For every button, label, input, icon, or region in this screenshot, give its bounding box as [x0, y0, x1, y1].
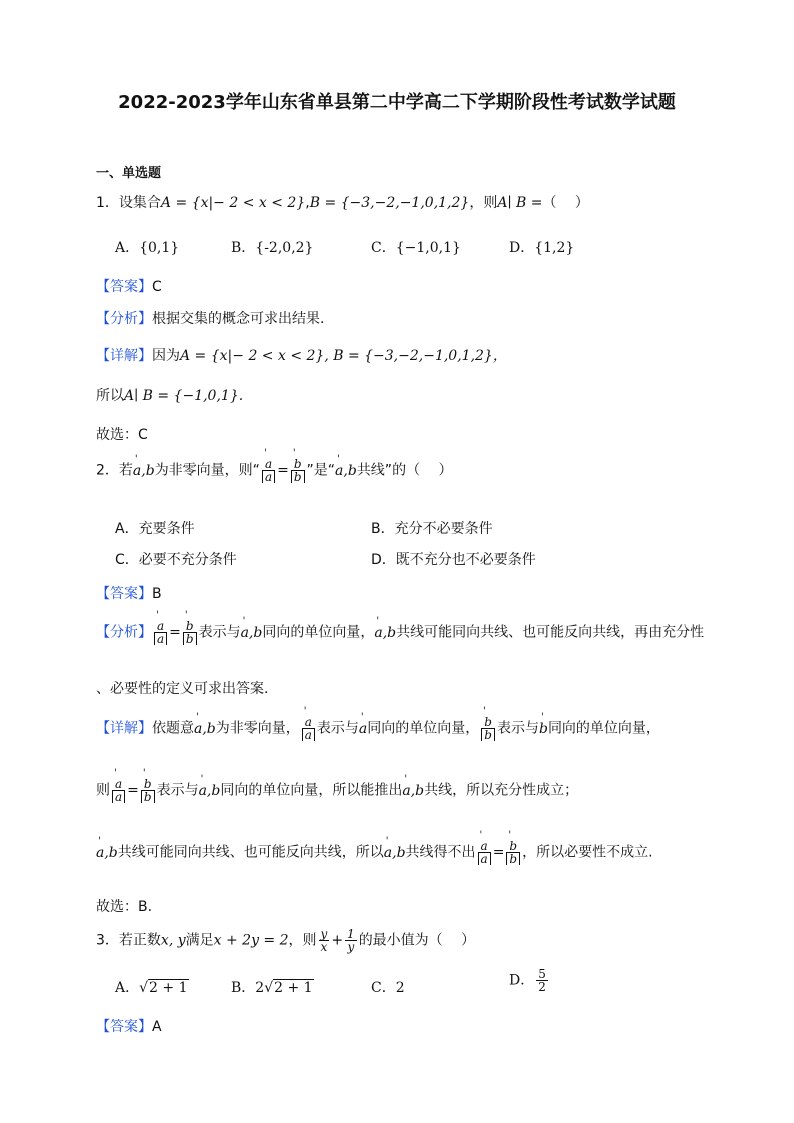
q1-detail: 【详解】因为A = {x|− 2 < x < 2}, B = {−3,−2,−1,0,1,2}， [96, 348, 507, 364]
q3-option-a: A．√2 + 1 [115, 980, 188, 996]
q1-option-b: B．{-2,0,2} [231, 240, 314, 256]
unit-vector-a-fraction: ' $\frac{a}{a}$ [262, 458, 275, 483]
q3-option-c: C．2 [371, 980, 405, 996]
q3-option-d: D． $\frac{5}{2}$ [509, 967, 546, 994]
q2-option-b: B．充分不必要条件 [371, 521, 493, 537]
q2-option-a: A．充要条件 [115, 521, 195, 537]
q1-answer: 【答案】C [96, 279, 162, 295]
one-over-y-fraction: $\frac{1}{y}$ [347, 927, 355, 954]
q2-detail-line4: ' a,b共线可能同向共线、也可能反向共线，所以' a,b共线得不出 ' $\frac{a}{a}$ = ' $\frac{b}{b}$ ，所以必要性不成立. [96, 840, 653, 865]
q2-option-d: D．既不充分也不必要条件 [371, 552, 536, 568]
q2-analysis: 【分析】 ' $\frac{a}{a}$ = ' $\frac{b}{b}$ 表示与' a,b同向的单位向量，' a,b共线可能同向共线、也可能反向共线，再由充分性 [96, 620, 704, 645]
q2-option-c: C．必要不充分条件 [115, 552, 237, 568]
q1-conclusion: 故选：C [96, 427, 148, 443]
q3-option-b: B．2√2 + 1 [231, 980, 313, 996]
q2-analysis-line2: 、必要性的定义可求出答案. [96, 681, 269, 697]
q2-conclusion: 故选：B. [96, 899, 153, 915]
question-2-stem: 2．若' a,b为非零向量，则“ ' $\frac{a}{a}$ = ' $\frac{b}{b}$ ”是“' a,b共线”的（ ） [96, 458, 453, 483]
y-over-x-fraction: $\frac{y}{x}$ [320, 927, 328, 954]
answer-label: 【答案】 [96, 279, 152, 295]
document-title: 2022-2023学年山东省单县第二中学高二下学期阶段性考试数学试题 [118, 92, 676, 113]
section-heading: 一、单选题 [96, 166, 162, 181]
q1-option-c: C．{−1,0,1} [371, 240, 461, 256]
q1-analysis: 【分析】根据交集的概念可求出结果. [96, 311, 325, 327]
q2-detail-line3: 则 ' $\frac{a}{a}$ = ' $\frac{b}{b}$ 表示与' a,b同向的单位向量，所以能推出' a,b共线，所以充分性成立； [96, 778, 578, 803]
q1-option-d: D．{1,2} [509, 240, 575, 256]
question-1-stem: 1．设集合A = {x|− 2 < x < 2},B = {−3,−2,−1,0,1,2}，则A∣ B =（ ） [96, 195, 589, 211]
q2-answer: 【答案】B [96, 586, 162, 602]
q1-result: 所以A∣ B = {−1,0,1}. [96, 388, 244, 404]
q2-detail: 【详解】依题意' a,b为非零向量， ' $\frac{a}{a}$ 表示与' a同向的单位向量， ' $\frac{b}{b}$ 表示与' b同向的单位向量， [96, 716, 660, 741]
unit-vector-b-fraction: ' $\frac{b}{b}$ [291, 458, 305, 483]
q3-answer: 【答案】A [96, 1019, 162, 1035]
q1-option-a: A．{0,1} [115, 240, 180, 256]
question-3-stem: 3．若正数x, y满足x + 2y = 2，则 $\frac{y}{x}$ + $\frac{1}{y}$ 的最小值为（ ） [96, 927, 476, 954]
